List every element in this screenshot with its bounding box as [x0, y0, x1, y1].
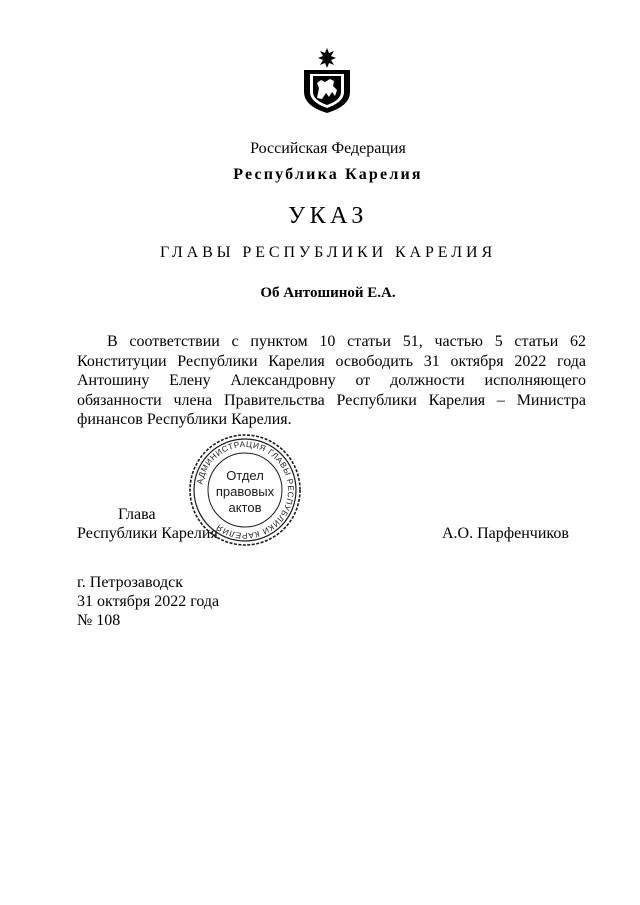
stamp-line1: Отдел	[226, 468, 264, 483]
stamp-ring-text: АДМИНИСТРАЦИЯ ГЛАВЫ РЕСПУБЛИКИ КАРЕЛИЯ	[195, 439, 296, 541]
decree-body-text: В соответствии с пунктом 10 статьи 51, частью 5 статьи 62 Конституции Республики Карелия освободить 31 октября 2022 года Антошину Елену Александровну от должности исполняющего обязанности члена Правительства Республики Карелия – Министра финансов Республики Карелия.	[77, 333, 586, 428]
karelia-coat-of-arms-icon	[300, 48, 354, 114]
signatory-title-line2: Республики Карелия	[77, 525, 218, 542]
decree-number: № 108	[77, 612, 121, 629]
document-issuer: ГЛАВЫ РЕСПУБЛИКИ КАРЕЛИЯ	[159, 244, 497, 261]
date-of-signing: 31 октября 2022 года	[77, 593, 220, 610]
signatory-name: А.О. Парфенчиков	[442, 525, 569, 542]
official-stamp	[188, 433, 302, 547]
stamp-line3: актов	[228, 500, 262, 515]
republic-title: Республика Карелия	[233, 166, 423, 183]
stamp-line2: правовых	[215, 484, 275, 499]
signatory-title-line1: Глава	[118, 506, 156, 523]
place-of-signing: г. Петрозаводск	[77, 574, 184, 591]
document-subject: Об Антошиной Е.А.	[260, 285, 396, 301]
federation-title: Российская Федерация	[250, 140, 406, 157]
document-type: УКАЗ	[288, 203, 368, 229]
